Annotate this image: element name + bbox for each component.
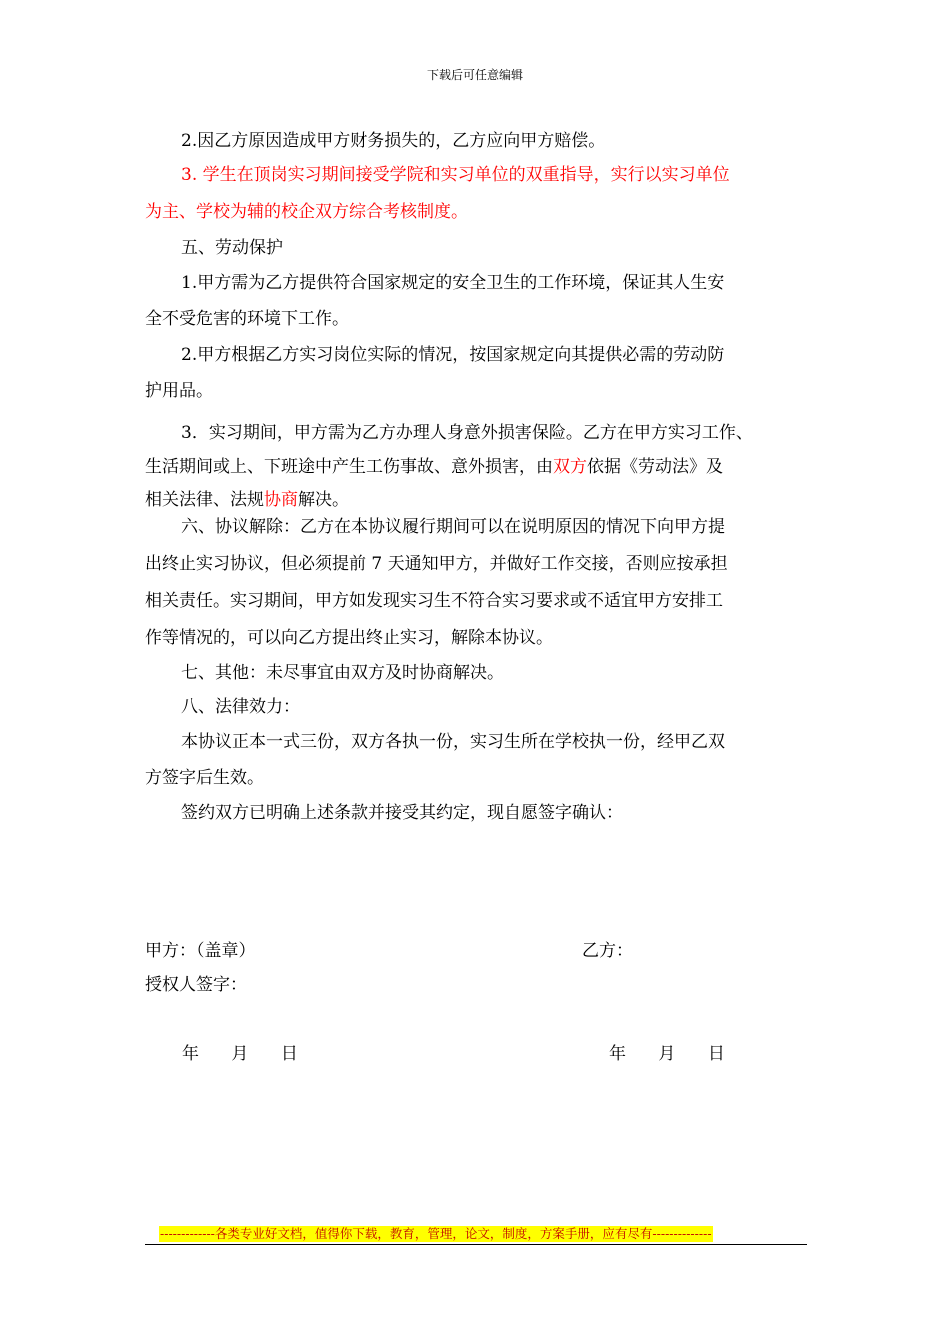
clause-5-3-red-negotiate: 协商: [264, 490, 298, 510]
section-6-line2: 出终止实习协议，但必须提前 7 天通知甲方，并做好工作交接，否则应按承担: [145, 554, 728, 574]
section-6-line3: 相关责任。实习期间，甲方如发现实习生不符合实习要求或不适宜甲方安排工: [145, 591, 723, 611]
section-8-heading: 八、法律效力：: [181, 697, 300, 717]
page-header: 下载后可任意编辑: [426, 68, 523, 82]
clause-5-3-text-a: 生活期间或上、下班途中产生工伤事故、意外损害，由: [145, 457, 553, 477]
clause-5-3-text-d: 解决。: [298, 490, 349, 510]
clause-5-3-red-both: 双方: [553, 457, 587, 477]
clause-5-2-line1: 2.甲方根据乙方实习岗位实际的情况，按国家规定向其提供必需的劳动防: [181, 345, 725, 365]
party-b-label: 乙方：: [582, 941, 633, 961]
section-8-line1: 本协议正本一式三份，双方各执一份，实习生所在学校执一份，经甲乙双: [181, 732, 725, 752]
clause-5-3-line2: [145, 452, 723, 477]
clause-5-2-line2: 护用品。: [145, 381, 213, 401]
clause-5-3-line3: [145, 485, 349, 510]
section-6-line4: 作等情况的，可以向乙方提出终止实习，解除本协议。: [145, 628, 553, 648]
party-a-label: 甲方：（盖章）: [145, 941, 256, 961]
section-5-heading: 五、劳动保护: [181, 238, 283, 258]
clause-5-3-line1: 3．实习期间，甲方需为乙方办理人身意外损害保险。乙方在甲方实习工作、: [181, 423, 753, 443]
section-8-line2: 方签字后生效。: [145, 768, 264, 788]
section-6-line1: 六、协议解除：乙方在本协议履行期间可以在说明原因的情况下向甲方提: [181, 517, 725, 537]
confirmation-statement: 签约双方已明确上述条款并接受其约定，现自愿签字确认：: [181, 803, 623, 823]
clause-5-1-line1: 1.甲方需为乙方提供符合国家规定的安全卫生的工作环境，保证其人生安: [181, 273, 725, 293]
clause-5-1-line2: 全不受危害的环境下工作。: [145, 309, 349, 329]
clause-5-3-text-b: 依据《劳动法》及: [587, 457, 723, 477]
clause-4-2: 2.因乙方原因造成甲方财务损失的，乙方应向甲方赔偿。: [181, 131, 606, 151]
footer-banner-text: -------------各类专业好文档，值得你下载，教育，管理，论文，制度，方案手册，应有尽有--------------: [160, 1226, 712, 1241]
clause-4-3-line1: 3. 学生在顶岗实习期间接受学院和实习单位的双重指导，实行以实习单位: [181, 165, 730, 185]
clause-4-3-line2: 为主、学校为辅的校企双方综合考核制度。: [145, 202, 468, 222]
authorized-signature-label: 授权人签字：: [145, 975, 247, 995]
party-b-date: 年 月 日: [609, 1044, 725, 1064]
section-7: 七、其他：未尽事宜由双方及时协商解决。: [181, 663, 504, 683]
party-a-date: 年 月 日: [182, 1044, 298, 1064]
footer-rule: [145, 1244, 807, 1245]
clause-5-3-text-c: 相关法律、法规: [145, 490, 264, 510]
